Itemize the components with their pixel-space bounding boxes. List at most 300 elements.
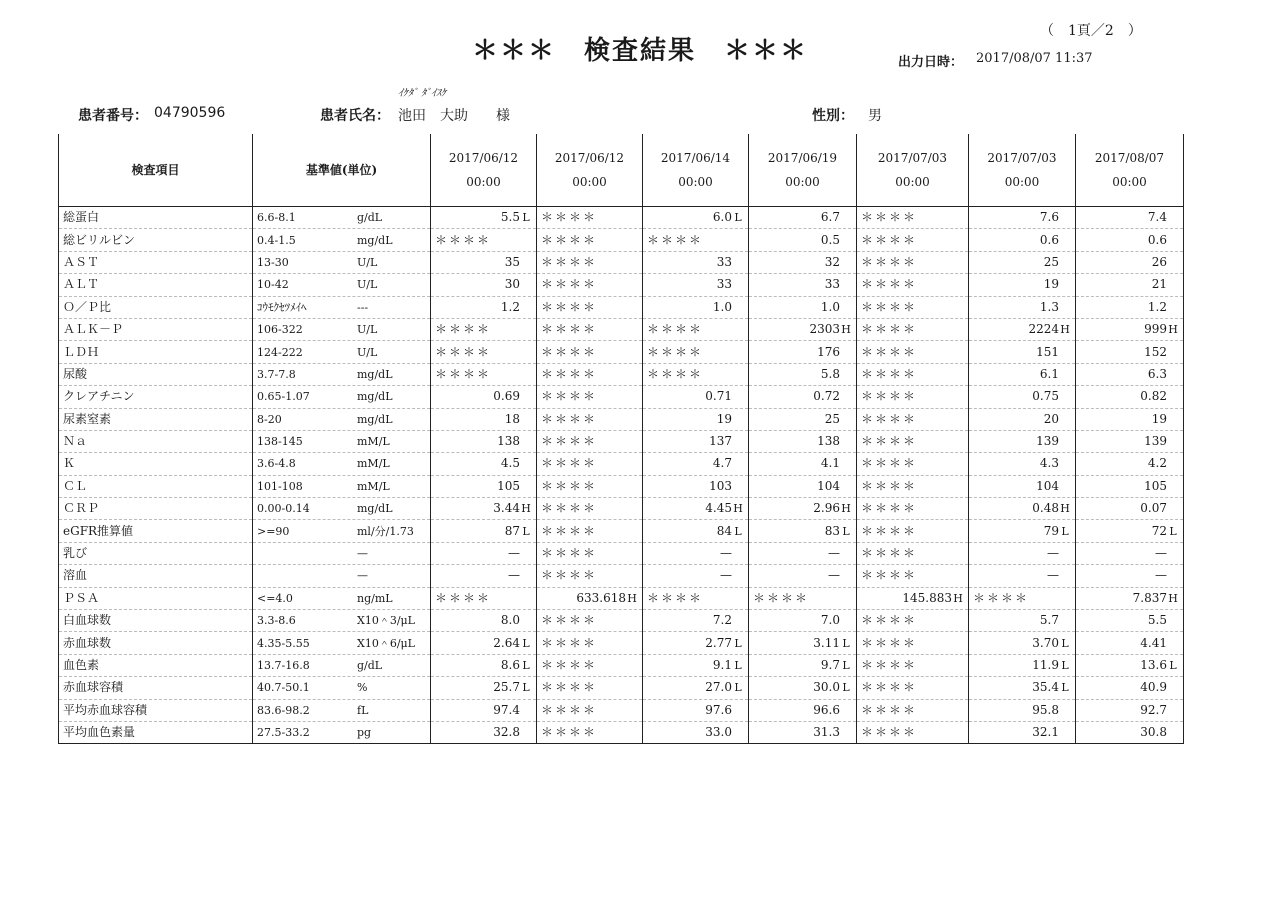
result-value: 4.1 (820, 456, 840, 471)
result-cell (431, 363, 537, 385)
result-value: 13.6 (1140, 658, 1167, 672)
table-row (59, 498, 1184, 520)
column-header-date (643, 134, 749, 207)
result-cell (1076, 721, 1184, 743)
column-header-date (969, 134, 1076, 207)
result-cell (643, 408, 749, 430)
result-value: 25 (1043, 254, 1059, 269)
result-value: 5.5 (1147, 613, 1167, 628)
reference-range: 3.6-4.8 (257, 457, 296, 471)
table-row (59, 699, 1184, 721)
result-cell (1076, 363, 1184, 385)
column-time: 00:00 (1112, 175, 1147, 189)
result-cell (857, 386, 969, 408)
result-value: — (720, 568, 732, 583)
result-cell (857, 587, 969, 609)
result-cell (1076, 520, 1184, 542)
result-value: 0.5 (820, 232, 840, 247)
test-item-name: ＣＲＰ (59, 498, 253, 520)
result-value: 30.8 (1140, 725, 1167, 740)
reference-cell (253, 520, 431, 542)
table-row (59, 721, 1184, 743)
column-time: 00:00 (895, 175, 930, 189)
result-cell (857, 274, 969, 296)
result-value: ＊＊＊＊ (753, 590, 810, 605)
reference-cell (253, 251, 431, 273)
result-value: 18 (504, 411, 520, 426)
result-cell (969, 610, 1076, 632)
result-cell (969, 296, 1076, 318)
result-cell (857, 341, 969, 363)
result-value: ＊＊＊＊ (435, 322, 492, 337)
result-value: ＊＊＊＊ (541, 725, 598, 740)
result-cell (857, 318, 969, 340)
result-value: 633.618 (576, 590, 626, 605)
result-value: 0.6 (1147, 232, 1167, 247)
result-cell (431, 318, 537, 340)
result-cell (643, 632, 749, 654)
result-flag: H (1060, 502, 1070, 516)
reference-cell (253, 274, 431, 296)
result-value: 33 (716, 254, 732, 269)
result-flag: L (734, 211, 742, 225)
result-value: 137 (709, 434, 732, 449)
result-cell (643, 699, 749, 721)
result-value: 152 (1144, 344, 1167, 359)
result-value: 33.0 (705, 725, 732, 740)
reference-cell (253, 453, 431, 475)
result-value: 5.5 (500, 210, 520, 225)
result-flag: L (734, 681, 742, 695)
result-cell (431, 565, 537, 587)
result-value: ＊＊＊＊ (541, 366, 598, 381)
table-row (59, 587, 1184, 609)
result-value: ＊＊＊＊ (541, 568, 598, 583)
reference-cell (253, 296, 431, 318)
result-value: 96.6 (813, 702, 840, 717)
test-item-name: Ｋ (59, 453, 253, 475)
result-cell (749, 251, 857, 273)
test-item-name: 総蛋白 (59, 207, 253, 229)
result-cell (537, 274, 643, 296)
result-cell (643, 251, 749, 273)
result-cell (431, 229, 537, 251)
table-row (59, 274, 1184, 296)
result-value: 0.48 (1032, 501, 1059, 516)
result-cell (537, 677, 643, 699)
table-row (59, 229, 1184, 251)
result-value: 9.7 (820, 658, 840, 672)
result-cell (431, 654, 537, 676)
result-value: 0.75 (1032, 389, 1059, 404)
result-value: 4.41 (1140, 635, 1167, 650)
result-value: ＊＊＊＊ (541, 478, 598, 493)
reference-range: 138-145 (257, 435, 303, 449)
reference-range: 3.3-8.6 (257, 614, 296, 628)
result-cell (1076, 318, 1184, 340)
reference-cell (253, 610, 431, 632)
result-value: ＊＊＊＊ (435, 232, 492, 247)
reference-range (257, 543, 357, 564)
result-cell (969, 677, 1076, 699)
result-value: ＊＊＊＊ (541, 389, 598, 404)
result-cell (1076, 498, 1184, 520)
result-value: ＊＊＊＊ (647, 322, 704, 337)
result-value: 7.6 (1039, 210, 1059, 225)
result-value: 84 (716, 523, 732, 538)
result-value: 7.837 (1132, 590, 1167, 605)
result-flag: H (733, 502, 743, 516)
result-value: ＊＊＊＊ (861, 478, 918, 493)
test-item-name: 総ビリルビン (59, 229, 253, 251)
column-header-date (857, 134, 969, 207)
result-value: 2.64 (493, 635, 520, 650)
result-cell (969, 498, 1076, 520)
result-cell (857, 453, 969, 475)
result-value: 6.7 (820, 210, 840, 225)
result-flag: H (1060, 323, 1070, 337)
result-value: 1.0 (712, 299, 732, 314)
table-row (59, 453, 1184, 475)
result-cell (749, 363, 857, 385)
reference-unit: pg (357, 726, 372, 740)
result-cell (643, 207, 749, 229)
column-time: 00:00 (678, 175, 713, 189)
result-cell (431, 721, 537, 743)
reference-cell (253, 229, 431, 251)
result-cell (537, 721, 643, 743)
reference-cell (253, 699, 431, 721)
result-cell (431, 632, 537, 654)
column-date: 2017/06/19 (767, 151, 838, 165)
result-value: ＊＊＊＊ (541, 613, 598, 628)
test-item-name: Ｏ／Ｐ比 (59, 296, 253, 318)
result-cell (857, 430, 969, 452)
result-value: 40.9 (1140, 680, 1167, 695)
result-value: 0.82 (1140, 389, 1167, 404)
result-cell (749, 632, 857, 654)
result-cell (643, 520, 749, 542)
result-value: 5.7 (1039, 613, 1059, 628)
result-value: ＊＊＊＊ (861, 299, 918, 314)
result-value: 139 (1144, 434, 1167, 449)
result-cell (749, 453, 857, 475)
result-value: ＊＊＊＊ (541, 635, 598, 650)
result-value: ＊＊＊＊ (861, 434, 918, 449)
reference-unit: X10＾3/μL (357, 614, 415, 628)
test-item-name: ＡＬＫ－Ｐ (59, 318, 253, 340)
result-cell (857, 207, 969, 229)
result-value: 30.0 (813, 680, 840, 695)
result-value: 32.8 (493, 725, 520, 740)
result-cell (537, 498, 643, 520)
result-cell (643, 318, 749, 340)
page-indicator: （ 1頁／2 ） (1040, 23, 1142, 39)
reference-cell (253, 565, 431, 587)
column-date: 2017/08/07 (1094, 151, 1165, 165)
result-value: — (508, 568, 520, 583)
result-cell (431, 296, 537, 318)
table-row (59, 207, 1184, 229)
reference-unit: mg/dL (357, 233, 393, 247)
result-cell (749, 610, 857, 632)
result-value: 9.1 (712, 658, 732, 672)
reference-unit: U/L (357, 278, 378, 292)
result-cell (749, 721, 857, 743)
result-cell (643, 654, 749, 676)
result-value: ＊＊＊＊ (435, 590, 492, 605)
result-value: 4.5 (500, 456, 520, 471)
result-cell (537, 229, 643, 251)
result-cell (969, 632, 1076, 654)
reference-range: 0.4-1.5 (257, 233, 296, 247)
test-item-name: 乳び (59, 542, 253, 564)
result-value: 0.6 (1039, 232, 1059, 247)
result-value: 2303 (809, 322, 840, 337)
result-value: ＊＊＊＊ (541, 456, 598, 471)
result-cell (969, 341, 1076, 363)
result-value: 92.7 (1140, 702, 1167, 717)
lab-results-table (58, 134, 1184, 744)
table-header (59, 134, 1184, 207)
result-value: ＊＊＊＊ (541, 434, 598, 449)
result-value: 7.2 (712, 613, 732, 628)
result-cell (537, 453, 643, 475)
reference-unit: X10＾6/μL (357, 636, 415, 650)
result-value: — (1155, 568, 1167, 583)
result-value: 95.8 (1032, 702, 1059, 717)
result-value: 25 (824, 411, 840, 426)
result-value: ＊＊＊＊ (861, 389, 918, 404)
result-cell (749, 296, 857, 318)
result-cell (1076, 296, 1184, 318)
table-row (59, 296, 1184, 318)
reference-unit: — (357, 569, 368, 583)
result-cell (857, 363, 969, 385)
result-cell (1076, 408, 1184, 430)
result-cell (537, 587, 643, 609)
test-item-name: 血色素 (59, 654, 253, 676)
result-value: ＊＊＊＊ (861, 523, 918, 538)
result-cell (537, 386, 643, 408)
result-cell (749, 475, 857, 497)
result-value: 6.0 (712, 210, 732, 225)
column-date: 2017/06/14 (660, 151, 731, 165)
result-cell (537, 207, 643, 229)
test-item-name: 赤血球容積 (59, 677, 253, 699)
result-value: 4.7 (712, 456, 732, 471)
result-cell (643, 542, 749, 564)
result-value: 139 (1036, 434, 1059, 449)
result-cell (969, 430, 1076, 452)
result-flag: H (1168, 591, 1178, 605)
test-item-name: ＬＤＨ (59, 341, 253, 363)
result-cell (969, 699, 1076, 721)
result-cell (1076, 610, 1184, 632)
result-flag: L (522, 681, 530, 695)
result-cell (969, 363, 1076, 385)
result-cell (431, 408, 537, 430)
result-cell (537, 363, 643, 385)
result-value: ＊＊＊＊ (861, 501, 918, 516)
result-value: ＊＊＊＊ (861, 725, 918, 740)
reference-unit: ng/mL (357, 591, 393, 605)
reference-cell (253, 408, 431, 430)
result-value: 1.2 (500, 299, 520, 314)
result-value: 151 (1036, 344, 1059, 359)
test-item-name: 平均血色素量 (59, 721, 253, 743)
table-row (59, 251, 1184, 273)
result-value: 4.45 (705, 501, 732, 516)
result-cell (969, 475, 1076, 497)
column-header-date (749, 134, 857, 207)
result-value: ＊＊＊＊ (647, 366, 704, 381)
result-cell (749, 677, 857, 699)
result-cell (431, 498, 537, 520)
result-value: 2224 (1028, 322, 1059, 337)
test-item-name: 尿素窒素 (59, 408, 253, 430)
result-cell (969, 386, 1076, 408)
result-cell (1076, 251, 1184, 273)
result-cell (1076, 386, 1184, 408)
result-value: 138 (497, 434, 520, 449)
result-cell (431, 587, 537, 609)
result-cell (749, 565, 857, 587)
result-cell (969, 274, 1076, 296)
result-cell (749, 587, 857, 609)
reference-range: 0.00-0.14 (257, 502, 310, 516)
result-cell (749, 229, 857, 251)
table-row (59, 610, 1184, 632)
result-cell (643, 610, 749, 632)
result-value: 7.4 (1147, 210, 1167, 225)
result-value: ＊＊＊＊ (647, 344, 704, 359)
test-item-name: 溶血 (59, 565, 253, 587)
result-cell (969, 565, 1076, 587)
result-flag: L (842, 524, 850, 538)
result-value: 11.9 (1032, 658, 1059, 672)
result-cell (857, 229, 969, 251)
result-cell (969, 408, 1076, 430)
column-date: 2017/06/12 (448, 151, 519, 165)
reference-range: 13.7-16.8 (257, 659, 310, 672)
result-flag: L (522, 524, 530, 538)
reference-cell (253, 318, 431, 340)
result-value: 105 (1144, 478, 1167, 493)
result-value: ＊＊＊＊ (541, 411, 598, 426)
patient-id-label: 患者番号： (78, 108, 148, 124)
reference-cell (253, 386, 431, 408)
result-cell (1076, 341, 1184, 363)
result-value: 0.69 (493, 389, 520, 404)
reference-range (257, 565, 357, 586)
result-value: 97.6 (705, 702, 732, 717)
result-cell (1076, 632, 1184, 654)
result-cell (643, 721, 749, 743)
result-flag: L (734, 659, 742, 672)
result-value: ＊＊＊＊ (861, 613, 918, 628)
reference-unit: fL (357, 703, 369, 717)
result-flag: L (1061, 524, 1069, 538)
result-value: ＊＊＊＊ (861, 232, 918, 247)
result-cell (969, 251, 1076, 273)
result-value: ＊＊＊＊ (861, 366, 918, 381)
reference-range: 101-108 (257, 479, 303, 493)
result-cell (857, 632, 969, 654)
result-cell (643, 587, 749, 609)
reference-unit: mg/dL (357, 367, 393, 381)
patient-name-value: 池田 大助 様 (398, 108, 510, 124)
reference-unit: mg/dL (357, 502, 393, 516)
result-value: 4.3 (1039, 456, 1059, 471)
result-cell (431, 699, 537, 721)
result-cell (749, 542, 857, 564)
result-cell (643, 475, 749, 497)
result-cell (643, 296, 749, 318)
result-cell (431, 677, 537, 699)
result-value: ＊＊＊＊ (861, 322, 918, 337)
table-row (59, 363, 1184, 385)
output-datetime-value: 2017/08/07 11:37 (976, 51, 1093, 66)
result-value: 25.7 (493, 680, 520, 695)
result-value: ＊＊＊＊ (861, 277, 918, 292)
result-value: 1.0 (820, 299, 840, 314)
result-value: 21 (1151, 277, 1167, 292)
column-date: 2017/07/03 (987, 151, 1057, 165)
reference-range: 0.65-1.07 (257, 390, 310, 404)
result-cell (537, 408, 643, 430)
reference-range: >=90 (257, 524, 290, 538)
reference-cell (253, 341, 431, 363)
reference-unit: ml/分/1.73 (357, 524, 414, 538)
result-value: ＊＊＊＊ (541, 523, 598, 538)
output-datetime-label: 出力日時： (898, 55, 964, 70)
result-cell (749, 520, 857, 542)
result-flag: L (842, 659, 850, 672)
result-cell (537, 430, 643, 452)
test-item-name: ＰＳＡ (59, 587, 253, 609)
result-value: ＊＊＊＊ (861, 635, 918, 650)
patient-id-value: 04790596 (154, 105, 226, 121)
table-body (59, 207, 1184, 744)
result-value: ＊＊＊＊ (861, 658, 918, 672)
result-cell (431, 520, 537, 542)
result-cell (431, 475, 537, 497)
reference-range: 27.5-33.2 (257, 726, 310, 740)
table-row (59, 475, 1184, 497)
result-flag: L (522, 211, 530, 225)
result-cell (857, 498, 969, 520)
result-cell (431, 251, 537, 273)
table-row (59, 520, 1184, 542)
result-cell (643, 386, 749, 408)
result-flag: L (522, 636, 530, 650)
reference-unit: U/L (357, 323, 378, 337)
reference-unit: mM/L (357, 479, 390, 493)
result-cell (537, 610, 643, 632)
result-value: — (1047, 546, 1059, 561)
result-cell (749, 207, 857, 229)
reference-unit: mg/dL (357, 412, 393, 426)
result-cell (643, 229, 749, 251)
reference-range: ｺｳﾓｸｾﾂﾒｲﾍ (257, 300, 307, 314)
result-value: — (1155, 546, 1167, 561)
result-cell (1076, 274, 1184, 296)
result-value: — (720, 546, 732, 561)
result-value: ＊＊＊＊ (541, 277, 598, 292)
column-header-date (431, 134, 537, 207)
result-cell (857, 408, 969, 430)
